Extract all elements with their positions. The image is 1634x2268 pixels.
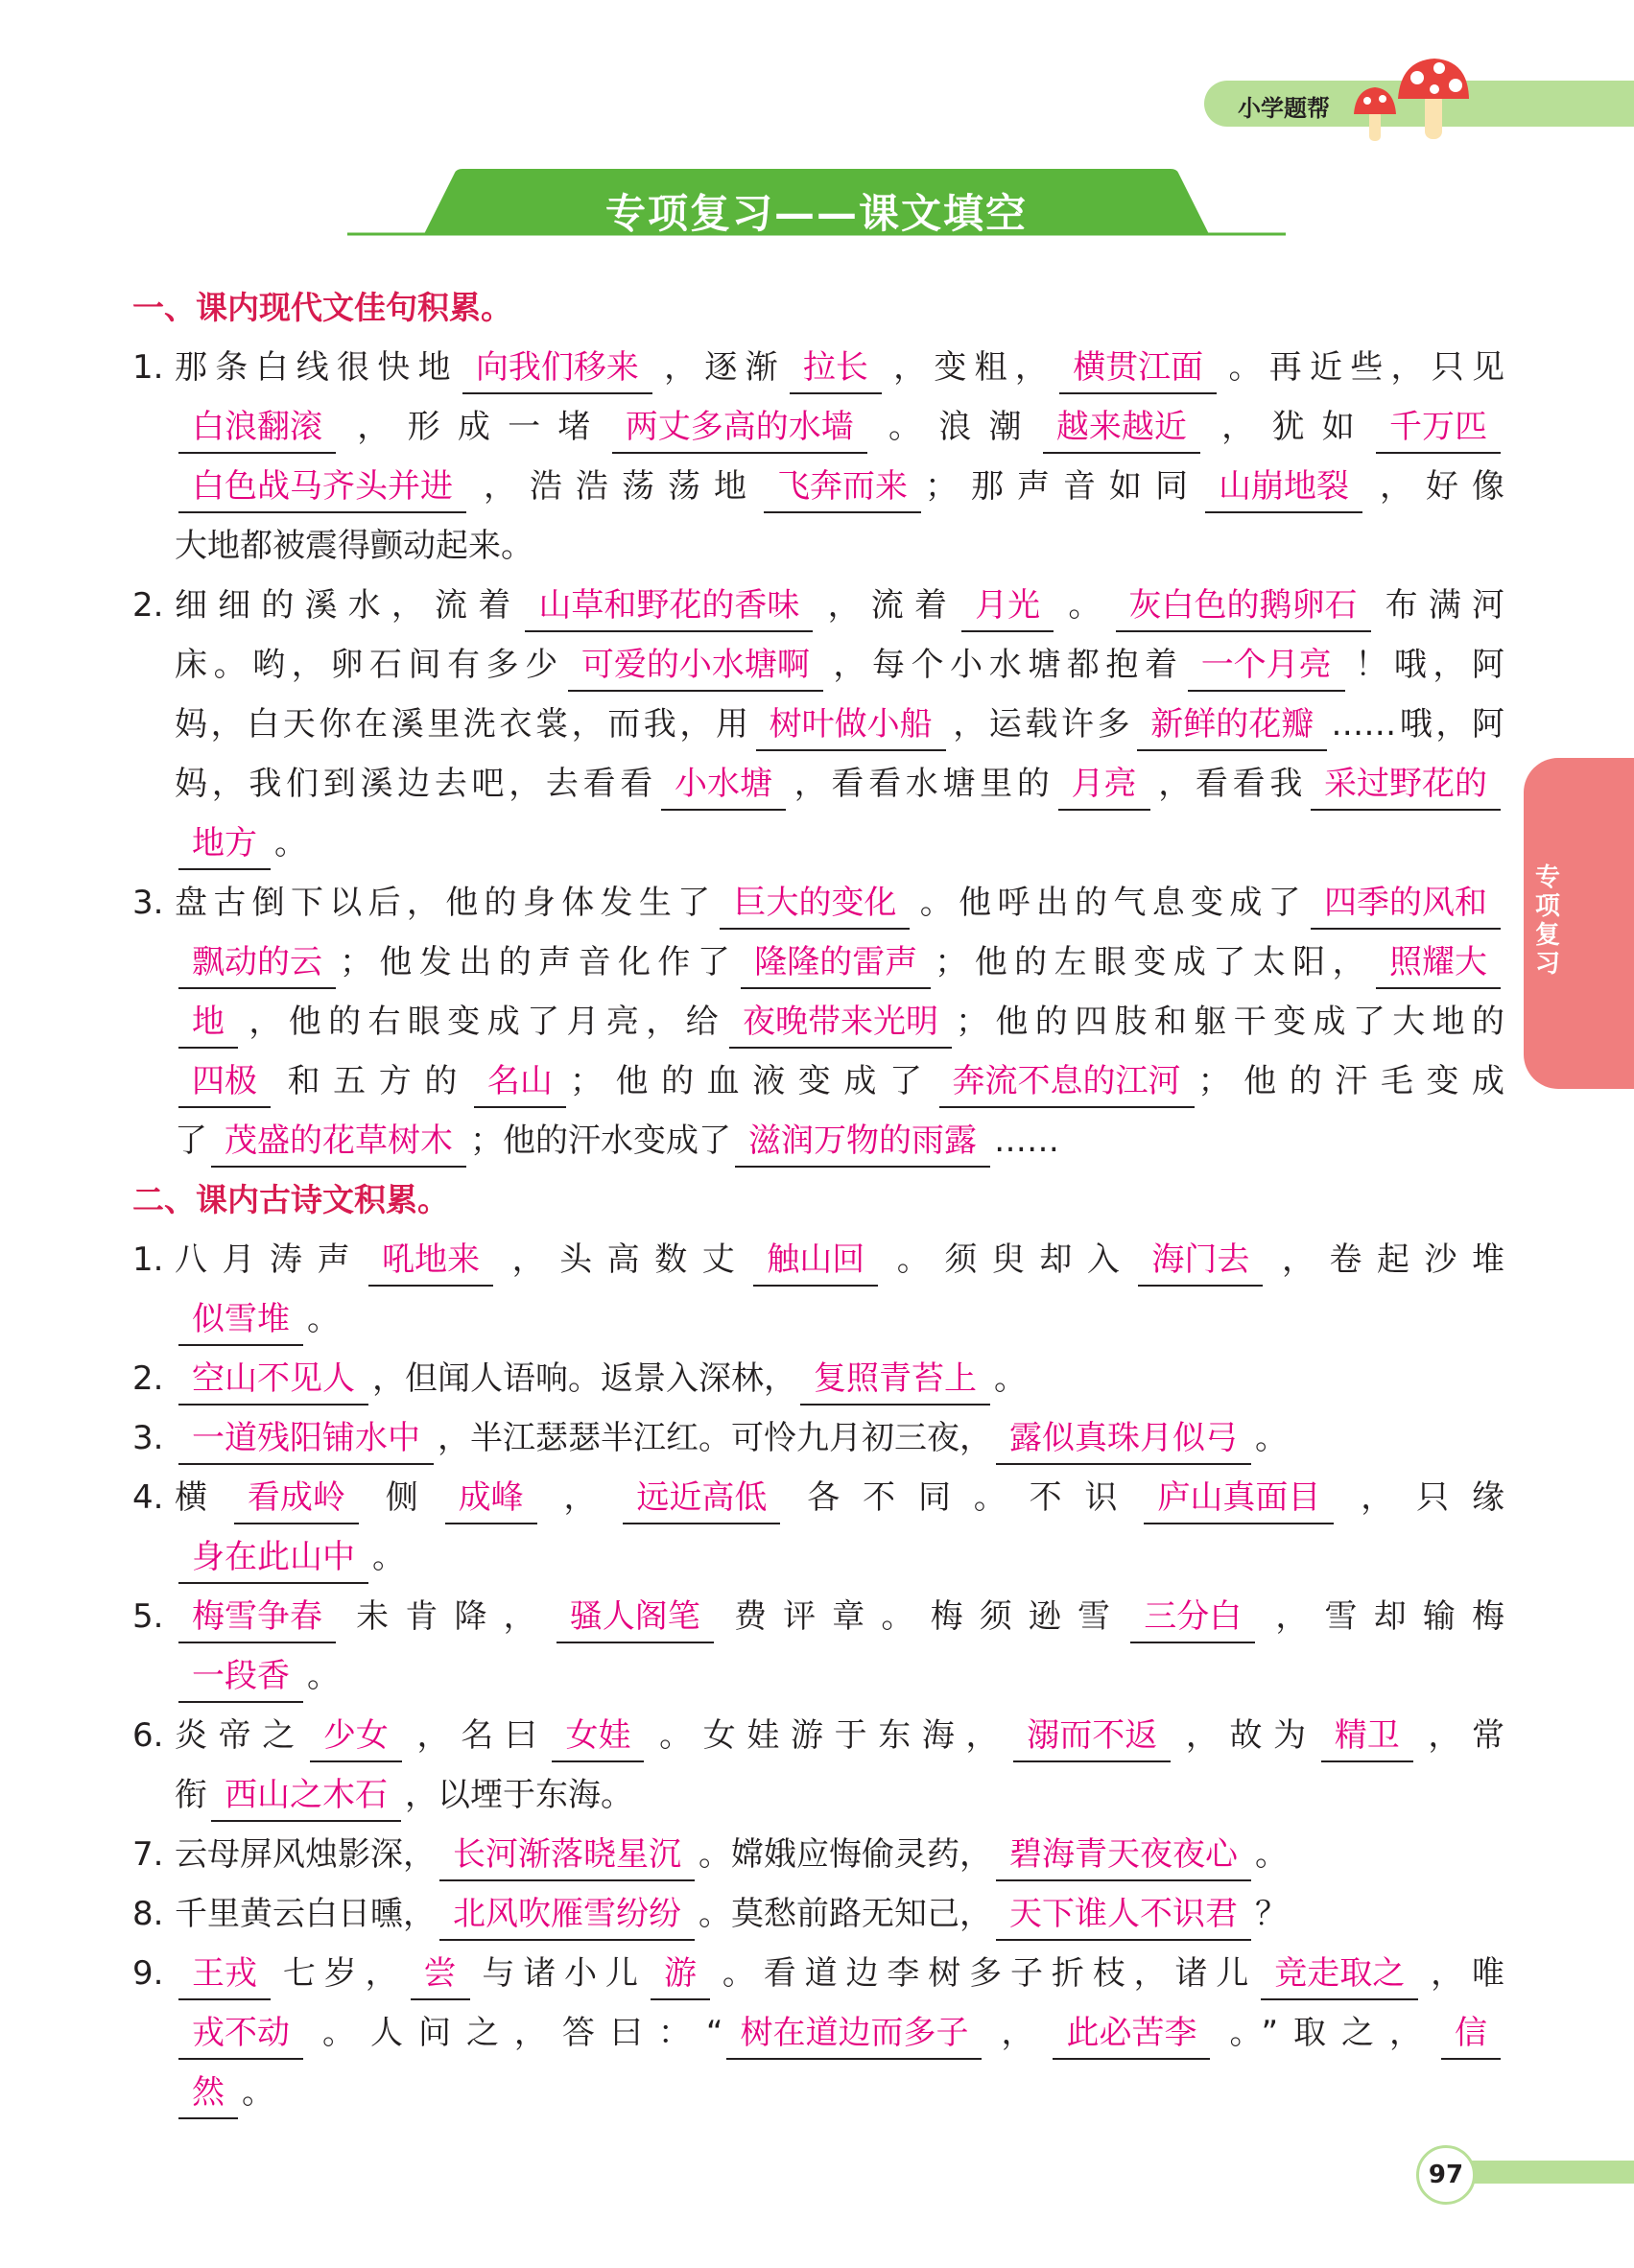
text-line	[175, 1111, 1504, 1170]
answer-blank: 滋润万物的雨露	[735, 1116, 990, 1168]
question-text: 。	[307, 1300, 340, 1338]
answer-blank: 采过野花的	[1311, 759, 1501, 811]
question-text: 与诸小儿	[473, 1954, 647, 1993]
question-text: ，流着	[817, 586, 959, 625]
question-text: 千里黄云白日曛，	[175, 1895, 436, 1933]
answer-blank: 横贯江面	[1059, 343, 1217, 394]
answer-blank: 三分白	[1130, 1592, 1255, 1643]
exercise-item	[132, 1706, 1504, 1825]
answer-blank: 可爱的小水塘啊	[568, 640, 823, 692]
answer-blank: 一个月亮	[1188, 640, 1345, 692]
answer-blank: 露似真珠月似弓	[996, 1413, 1251, 1465]
question-text: 。人问之，答曰：“	[307, 2014, 723, 2052]
question-text: 。嫦娥应悔偷灵药，	[699, 1835, 992, 1874]
question-text: 。	[242, 2073, 274, 2112]
answer-blank: 树叶做小船	[756, 699, 946, 751]
text-line	[175, 576, 1504, 635]
answer-blank: 地	[178, 997, 238, 1049]
answer-blank: 碧海青天夜夜心	[996, 1830, 1251, 1881]
answer-blank: 长河渐落晓星沉	[439, 1830, 695, 1881]
text-line	[175, 695, 1504, 754]
answer-blank: 成峰	[445, 1473, 537, 1524]
answer-blank: 灰白色的鹅卵石	[1116, 580, 1371, 632]
question-text: ，浩浩荡荡地	[470, 467, 760, 506]
answer-blank: 白色战马齐头并进	[178, 461, 466, 513]
question-text: ；他的四肢和躯干变成了大地的	[956, 1003, 1504, 1041]
question-text: 妈，我们到溪边去吧，去看看	[175, 765, 657, 803]
question-text: 炎帝之	[175, 1716, 306, 1755]
question-text: 。浪潮	[870, 408, 1039, 446]
question-text: 细细的溪水，流着	[175, 586, 522, 625]
question-text: ；他的左眼变成了太阳，	[935, 943, 1373, 981]
answer-blank: 海门去	[1138, 1235, 1263, 1287]
question-text: 。再近些，只见	[1220, 348, 1505, 387]
answer-blank: 尝	[411, 1949, 470, 2000]
text-line	[175, 1349, 1504, 1408]
answer-blank: 飞奔而来	[764, 461, 921, 513]
question-text: ，卷起沙堆	[1267, 1240, 1505, 1279]
answer-blank: 梅雪争春	[178, 1592, 336, 1643]
answer-blank: 白浪翻滚	[178, 402, 336, 454]
answer-blank: 拉长	[790, 343, 882, 394]
question-text: 。莫愁前路无知己，	[699, 1895, 992, 1933]
answer-blank: 然	[178, 2067, 238, 2119]
question-text: 。	[994, 1359, 1027, 1398]
question-text: ，变粗，	[885, 348, 1056, 387]
question-text: 七岁，	[274, 1954, 407, 1993]
question-text: 衔	[175, 1776, 207, 1814]
question-text: ……	[994, 1122, 1059, 1160]
question-text: ……哦，阿	[1331, 705, 1505, 744]
exercise-item	[132, 1468, 1504, 1587]
answer-blank: 天下谁人不识君	[996, 1889, 1251, 1941]
answer-blank: 骚人阁笔	[557, 1592, 714, 1643]
answer-blank: 名山	[474, 1056, 566, 1108]
answer-blank: 吼地来	[368, 1235, 493, 1287]
text-line	[175, 1706, 1504, 1765]
text-line	[175, 1051, 1504, 1111]
answer-blank: 夜晚带来光明	[729, 997, 952, 1049]
answer-blank: 越来越近	[1043, 402, 1200, 454]
answer-blank: 信	[1441, 2008, 1501, 2060]
question-text: ，	[540, 1478, 620, 1517]
answer-blank: 月光	[961, 580, 1054, 632]
text-line	[175, 397, 1504, 457]
mushroom-icon	[1348, 53, 1473, 149]
question-text: ，唯	[1422, 1954, 1505, 1993]
answer-blank: 庐山真面目	[1144, 1473, 1334, 1524]
text-line	[175, 933, 1504, 992]
text-line	[175, 338, 1504, 397]
answer-blank: 奔流不息的江河	[939, 1056, 1195, 1108]
question-text: 。女娃游于东海，	[648, 1716, 1010, 1755]
text-line	[175, 814, 1504, 873]
answer-blank: 月亮	[1058, 759, 1150, 811]
answer-blank: 似雪堆	[178, 1294, 303, 1346]
question-text: ，逐渐	[655, 348, 786, 387]
answer-blank: 女娃	[552, 1711, 644, 1762]
question-text: ，运载许多	[949, 705, 1134, 744]
answer-blank: 两丈多高的水墙	[612, 402, 867, 454]
text-line	[175, 2063, 1504, 2122]
answer-blank: 四极	[178, 1056, 271, 1108]
answer-blank: 身在此山中	[178, 1532, 368, 1584]
question-text: 那条白线很快地	[175, 348, 459, 387]
answer-blank: 戎不动	[178, 2008, 303, 2060]
text-line	[175, 1230, 1504, 1289]
question-text: 横	[175, 1478, 230, 1517]
question-text: 侧	[362, 1478, 441, 1517]
answer-blank: 王戎	[178, 1949, 271, 2000]
question-text: 。	[307, 1657, 340, 1695]
item-number: 9.	[132, 1954, 164, 1993]
answer-blank: 山崩地裂	[1205, 461, 1362, 513]
item-number: 5.	[132, 1597, 164, 1636]
answer-blank: 一道残阳铺水中	[178, 1413, 434, 1465]
exercise-item	[132, 1944, 1504, 2122]
brand-label: 小学题帮	[1238, 95, 1330, 122]
text-line	[175, 873, 1504, 933]
question-text: ，以堙于东海。	[405, 1776, 633, 1814]
question-text: ，头高数丈	[497, 1240, 750, 1279]
answer-blank: 触山回	[753, 1235, 878, 1287]
question-text: ，只缘	[1338, 1478, 1505, 1517]
question-text: 。他呼出的气息变成了	[913, 884, 1308, 922]
answer-blank: 照耀大	[1376, 937, 1501, 989]
text-line	[175, 2003, 1504, 2063]
exercise-item	[132, 1230, 1504, 1349]
question-text: 盘古倒下以后，他的身体发生了	[175, 884, 717, 922]
question-text: 各不同。不识	[784, 1478, 1141, 1517]
question-text: ，犹如	[1203, 408, 1373, 446]
item-number: 2.	[132, 586, 164, 625]
answer-blank: 茂盛的花草树木	[211, 1116, 466, 1168]
item-number: 8.	[132, 1895, 164, 1933]
answer-blank: 少女	[310, 1711, 402, 1762]
answer-blank: 北风吹雁雪纷纷	[439, 1889, 695, 1941]
question-text: 八月涛声	[175, 1240, 366, 1279]
question-text: 。	[1255, 1835, 1288, 1874]
text-line	[175, 1289, 1504, 1349]
answer-blank: 竞走取之	[1261, 1949, 1418, 2000]
answer-blank: 四季的风和	[1311, 878, 1501, 930]
question-text: 。”取之，	[1214, 2014, 1437, 2052]
question-text: 。	[1057, 586, 1112, 625]
item-number: 3.	[132, 884, 164, 922]
question-text: 费评章。梅须逊雪	[717, 1597, 1127, 1636]
exercise-item	[132, 1587, 1504, 1706]
text-line	[175, 1646, 1504, 1706]
question-text: 。须臾却入	[882, 1240, 1135, 1279]
question-text: ；那声音如同	[925, 467, 1201, 506]
question-text: 大地都被震得颤动起来。	[175, 527, 533, 565]
question-text: 。	[1255, 1419, 1288, 1457]
answer-blank: 精卫	[1321, 1711, 1413, 1762]
answer-blank: 西山之木石	[211, 1770, 401, 1822]
exercise-item	[132, 338, 1504, 576]
question-text: 。看道边李树多子折枝，诸儿	[713, 1954, 1258, 1993]
question-text: 和五方的	[274, 1062, 470, 1100]
text-line	[175, 754, 1504, 814]
answer-blank: 地方	[178, 818, 271, 870]
question-text: ！哦，阿	[1348, 646, 1505, 684]
item-number: 1.	[132, 348, 164, 387]
question-text: ，半江瑟瑟半江红。可怜九月初三夜，	[438, 1419, 992, 1457]
section-heading: 一、课内现代文佳句积累。	[132, 289, 512, 326]
question-text: ，名曰	[405, 1716, 549, 1755]
answer-blank: 树在道边而多子	[726, 2008, 982, 2060]
answer-blank: 新鲜的花瓣	[1137, 699, 1327, 751]
text-line	[175, 1944, 1504, 2003]
answer-blank: 空山不见人	[178, 1354, 368, 1406]
answer-blank: 复照青苔上	[800, 1354, 990, 1406]
question-text: 。	[372, 1538, 405, 1576]
text-line	[175, 1825, 1504, 1884]
item-number: 2.	[132, 1359, 164, 1398]
question-text: ，他的右眼变成了月亮，给	[242, 1003, 725, 1041]
question-text: 布满河	[1374, 586, 1505, 625]
question-text: ，好像	[1366, 467, 1504, 506]
exercise-item	[132, 1349, 1504, 1408]
question-text: ；他的汗毛变成	[1197, 1062, 1505, 1100]
text-line	[175, 457, 1504, 516]
answer-blank: 此必苦李	[1053, 2008, 1210, 2060]
item-number: 4.	[132, 1478, 164, 1517]
exercise-item	[132, 1884, 1504, 1944]
text-line	[175, 992, 1504, 1051]
question-text: ；他的血液变成了	[569, 1062, 935, 1100]
answer-blank: 山草和野花的香味	[525, 580, 813, 632]
exercise-item	[132, 1825, 1504, 1884]
question-text: ；他发出的声音化作了	[340, 943, 738, 981]
item-number: 6.	[132, 1716, 164, 1755]
answer-blank: 隆隆的雷声	[741, 937, 931, 989]
text-line	[175, 516, 1504, 576]
question-text: ；他的汗水变成了	[470, 1122, 731, 1160]
text-line	[175, 1468, 1504, 1527]
question-text: 妈，白天你在溪里洗衣裳，而我，用	[175, 705, 752, 744]
answer-blank: 看成岭	[234, 1473, 359, 1524]
question-text: ，看看水塘里的	[790, 765, 1054, 803]
answer-blank: 飘动的云	[178, 937, 336, 989]
exercise-item	[132, 1408, 1504, 1468]
answer-blank: 千万匹	[1376, 402, 1501, 454]
page-title: 专项复习——课文填空	[604, 190, 1028, 237]
page-title-banner	[347, 169, 1286, 238]
section-heading: 二、课内古诗文积累。	[132, 1181, 449, 1218]
question-text: ，故为	[1174, 1716, 1317, 1755]
item-number: 1.	[132, 1240, 164, 1279]
answer-blank: 小水塘	[661, 759, 786, 811]
answer-blank: 巨大的变化	[720, 878, 910, 930]
answer-blank: 远近高低	[623, 1473, 780, 1524]
question-text: 未肯降，	[340, 1597, 553, 1636]
exercise-item	[132, 576, 1504, 873]
question-text: 床。哟，卵石间有多少	[175, 646, 564, 684]
text-line	[175, 635, 1504, 695]
question-text: ？	[1255, 1895, 1288, 1933]
question-text: 云母屏风烛影深，	[175, 1835, 436, 1874]
text-line	[175, 1884, 1504, 1944]
page-number: 97	[1416, 2145, 1476, 2205]
question-text: ，雪却输梅	[1259, 1597, 1505, 1636]
side-tab-label: 专项复习	[1534, 863, 1560, 979]
question-text: ，	[985, 2014, 1050, 2052]
question-text: 了	[175, 1122, 207, 1160]
answer-blank: 向我们移来	[462, 343, 652, 394]
text-line	[175, 1587, 1504, 1646]
text-line	[175, 1765, 1504, 1825]
answer-blank: 游	[651, 1949, 710, 2000]
exercise-content	[132, 278, 1504, 2122]
item-number: 7.	[132, 1835, 164, 1874]
question-text: ，常	[1416, 1716, 1505, 1755]
question-text: 。	[274, 824, 307, 862]
answer-blank: 溺而不返	[1013, 1711, 1171, 1762]
question-text: ，每个小水塘都抱着	[826, 646, 1184, 684]
question-text: ，形成一堵	[340, 408, 608, 446]
text-line	[175, 1527, 1504, 1587]
item-number: 3.	[132, 1419, 164, 1457]
text-line	[175, 1408, 1504, 1468]
question-text: ，看看我	[1153, 765, 1308, 803]
question-text: ，但闻人语响。返景入深林，	[372, 1359, 796, 1398]
answer-blank: 一段香	[178, 1651, 303, 1703]
exercise-item	[132, 873, 1504, 1170]
